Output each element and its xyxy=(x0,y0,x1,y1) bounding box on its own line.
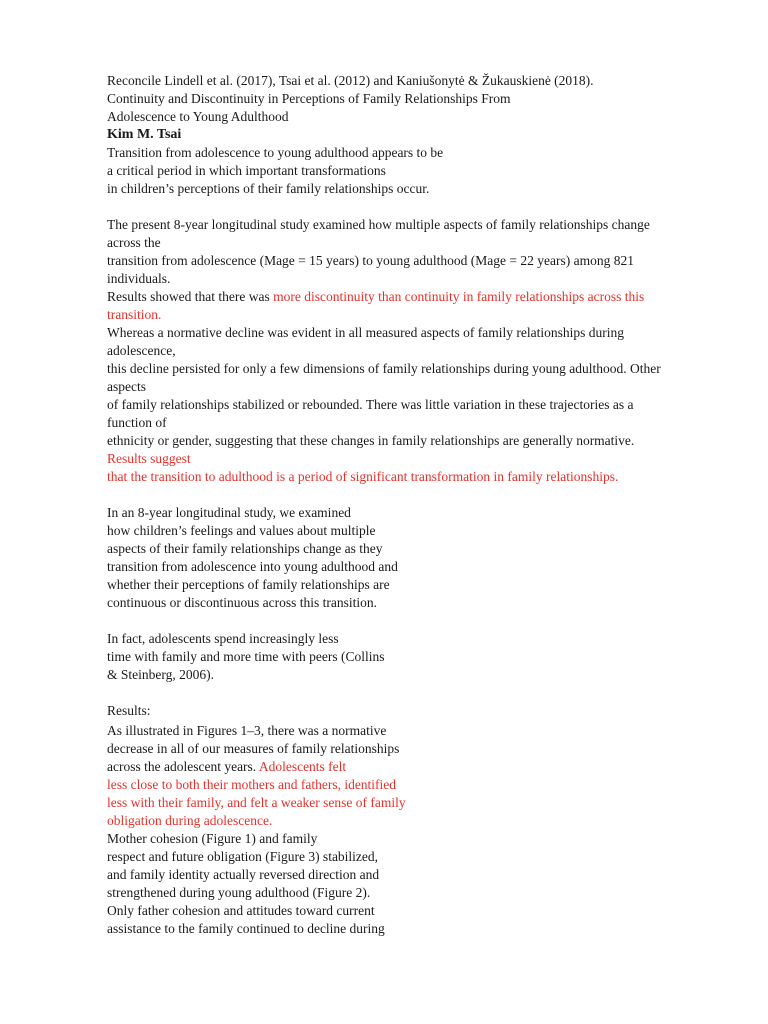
intro-line-3: in children’s perceptions of their family relationships occur. xyxy=(107,181,430,196)
study-line-4: transition from adolescence into young adulthood and xyxy=(107,559,398,574)
study-line-2: how children’s feelings and values about multiple xyxy=(107,523,376,538)
results-line-8: respect and future obligation (Figure 3) stabilized, xyxy=(107,849,379,864)
abstract-line-3: transition from adolescence (Mage = 15 years) to young adulthood (Mage = 22 years) among 821 xyxy=(107,253,634,268)
results-line-7: Mother cohesion (Figure 1) and family xyxy=(107,831,318,846)
paragraph-gap xyxy=(107,198,732,216)
highlighted-text: obligation during adolescence. xyxy=(107,813,273,828)
abstract-line-11: of family relationships stabilized or rebounded. There was little variation in these trajectories as a xyxy=(107,397,634,412)
results-line-12: assistance to the family continued to decline during xyxy=(107,921,385,936)
intro-line-1: Transition from adolescence to young adulthood appears to be xyxy=(107,145,444,160)
study-line-3: aspects of their family relationships change as they xyxy=(107,541,383,556)
abstract-line-5-text: Results showed that there was xyxy=(107,289,274,304)
abstract-line-9: this decline persisted for only a few dimensions of family relationships during young adulthood. Other xyxy=(107,361,661,376)
study-line-5: whether their perceptions of family relationships are xyxy=(107,577,390,592)
highlighted-text: Results suggest xyxy=(107,451,191,466)
results-line-3-text: across the adolescent years. xyxy=(107,759,259,774)
abstract-line-5 xyxy=(107,288,732,306)
study-line-1: In an 8-year longitudinal study, we examined xyxy=(107,505,351,520)
results-line-1: As illustrated in Figures 1–3, there was a normative xyxy=(107,723,387,738)
document-page xyxy=(107,72,732,938)
author-name: Kim M. Tsai xyxy=(107,127,182,142)
results-line-3 xyxy=(107,758,732,776)
header-line-1: Reconcile Lindell et al. (2017), Tsai et al. (2012) and Kaniušonytė & Žukauskienė (2018). xyxy=(107,73,594,88)
highlighted-text: that the transition to adulthood is a period of significant transformation in family relationships. xyxy=(107,469,619,484)
abstract-line-2: across the xyxy=(107,235,161,250)
intro-line-2: a critical period in which important transformations xyxy=(107,163,386,178)
highlighted-text: less close to both their mothers and fathers, identified xyxy=(107,777,397,792)
header-line-3: Adolescence to Young Adulthood xyxy=(107,109,289,124)
paragraph-gap xyxy=(107,486,732,504)
fact-line-2: time with family and more time with peers (Collins xyxy=(107,649,385,664)
abstract-line-7: Whereas a normative decline was evident in all measured aspects of family relationships during xyxy=(107,325,624,340)
abstract-line-10: aspects xyxy=(107,379,146,394)
abstract-line-1: The present 8-year longitudinal study examined how multiple aspects of family relationships change xyxy=(107,217,650,232)
fact-line-1: In fact, adolescents spend increasingly less xyxy=(107,631,339,646)
results-line-11: Only father cohesion and attitudes toward current xyxy=(107,903,375,918)
study-line-6: continuous or discontinuous across this transition. xyxy=(107,595,377,610)
paragraph-gap xyxy=(107,612,732,630)
results-line-2: decrease in all of our measures of family relationships xyxy=(107,741,400,756)
highlighted-text: Adolescents felt xyxy=(258,759,347,774)
abstract-line-8: adolescence, xyxy=(107,343,176,358)
paragraph-gap xyxy=(107,684,732,702)
highlighted-text: less with their family, and felt a weaker sense of family xyxy=(107,795,406,810)
abstract-line-12: function of xyxy=(107,415,167,430)
abstract-line-13: ethnicity or gender, suggesting that these changes in family relationships are generally normative. xyxy=(107,433,635,448)
header-line-2: Continuity and Discontinuity in Perceptions of Family Relationships From xyxy=(107,91,511,106)
results-heading: Results: xyxy=(107,703,151,718)
highlighted-text: transition. xyxy=(107,307,162,322)
highlighted-text: more discontinuity than continuity in family relationships across this xyxy=(273,289,645,304)
abstract-line-4: individuals. xyxy=(107,271,171,286)
results-line-9: and family identity actually reversed direction and xyxy=(107,867,380,882)
results-line-10: strengthened during young adulthood (Figure 2). xyxy=(107,885,371,900)
fact-line-3: & Steinberg, 2006). xyxy=(107,667,214,682)
